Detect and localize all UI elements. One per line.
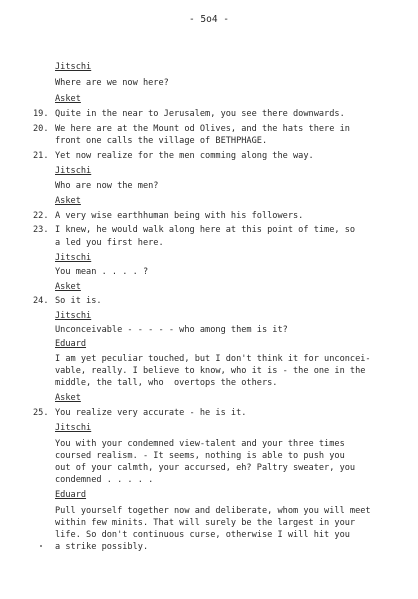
verse-text: a led you first here. — [55, 238, 164, 248]
dialogue-line: Unconceivable - - - - - who among them is it? — [55, 325, 288, 335]
verse-number: 20. — [33, 124, 49, 134]
verse-number: 25. — [33, 408, 49, 418]
verse-number: 23. — [33, 225, 49, 235]
dialogue-line: Where are we now here? — [55, 78, 169, 88]
speaker-label-jitschi: Jitschi — [55, 166, 92, 176]
speaker-label-asket: Asket — [55, 282, 81, 292]
dialogue-line: middle, the tall, who overtops the others. — [55, 378, 278, 388]
dialogue-line: out of your calmth, your accursed, eh? Paltry sweater, you — [55, 463, 356, 473]
speaker-label-eduard: Eduard — [55, 339, 87, 349]
verse-text: We here are at the Mount od Olives, and the hats there in — [55, 124, 350, 134]
verse-number: 19. — [33, 109, 49, 119]
verse-text: So it is. — [55, 296, 102, 306]
scan-speck — [40, 545, 42, 547]
speaker-label-asket: Asket — [55, 196, 81, 206]
speaker-label-jitschi: Jitschi — [55, 253, 92, 263]
verse-text: Yet now realize for the men comming along the way. — [55, 151, 314, 161]
dialogue-line: condemned . . . . . — [55, 475, 154, 485]
dialogue-line: within few minits. That will surely be the largest in your — [55, 518, 356, 528]
speaker-label-jitschi: Jitschi — [55, 311, 92, 321]
verse-text: Quite in the near to Jerusalem, you see there downwards. — [55, 109, 345, 119]
verse-number: 22. — [33, 211, 49, 221]
verse-text: front one calls the village of BETHPHAGE. — [55, 136, 268, 146]
dialogue-line: a strike possibly. — [55, 542, 149, 552]
dialogue-line: coursed realism. - It seems, nothing is able to push you — [55, 451, 345, 461]
speaker-label-jitschi: Jitschi — [55, 423, 92, 433]
dialogue-line: Pull yourself together now and deliberate, whom you will meet — [55, 506, 371, 516]
verse-text: I knew, he would walk along here at this point of time, so — [55, 225, 356, 235]
speaker-label-eduard: Eduard — [55, 490, 87, 500]
dialogue-line: life. So don't continuous curse, otherwise I will hit you — [55, 530, 350, 540]
page-number: - 5o4 - — [188, 14, 230, 25]
dialogue-line: vable, really. I believe to know, who it is - the one in the — [55, 366, 366, 376]
dialogue-line: You with your condemned view-talent and your three times — [55, 439, 345, 449]
verse-text: You realize very accurate - he is it. — [55, 408, 247, 418]
speaker-label-asket: Asket — [55, 94, 81, 104]
verse-text: A very wise earthhuman being with his followers. — [55, 211, 304, 221]
dialogue-line: Who are now the men? — [55, 181, 159, 191]
dialogue-line: You mean . . . . ? — [55, 267, 149, 277]
verse-number: 24. — [33, 296, 49, 306]
speaker-label-jitschi: Jitschi — [55, 62, 92, 72]
dialogue-line: I am yet peculiar touched, but I don't think it for unconcei- — [55, 354, 371, 364]
verse-number: 21. — [33, 151, 49, 161]
speaker-label-asket: Asket — [55, 393, 81, 403]
